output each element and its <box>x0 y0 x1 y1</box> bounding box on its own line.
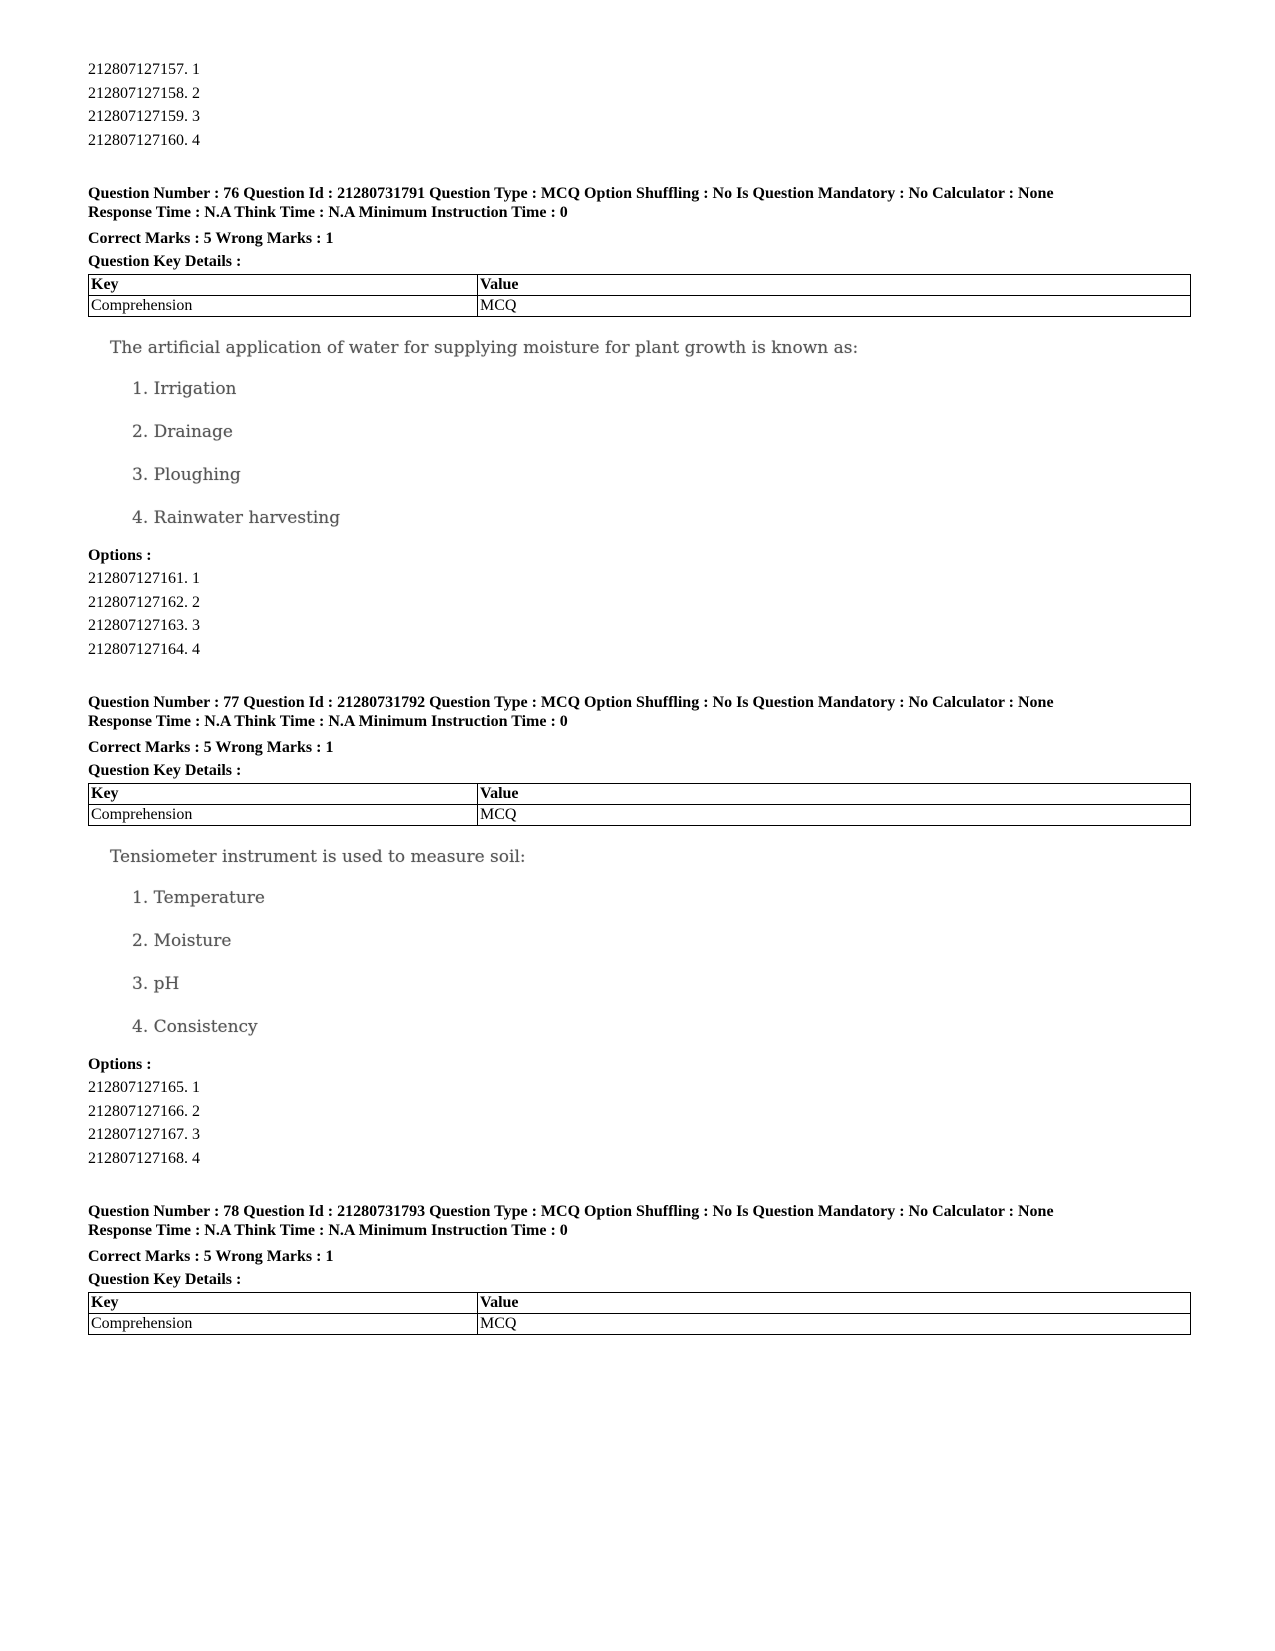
option-line: 212807127168. 4 <box>88 1149 200 1167</box>
table-header-value: Value <box>478 1293 1191 1314</box>
marks-line: Correct Marks : 5 Wrong Marks : 1 <box>88 230 334 247</box>
marks-line: Correct Marks : 5 Wrong Marks : 1 <box>88 739 334 756</box>
question-header-line1: Question Number : 77 Question Id : 21280731792 Question Type : MCQ Option Shuffling : No Is Question Mandatory : No Calculator : None <box>88 694 1054 711</box>
table-header-value: Value <box>478 275 1191 296</box>
table-cell-key: Comprehension <box>89 805 478 826</box>
question-header-line2: Response Time : N.A Think Time : N.A Minimum Instruction Time : 0 <box>88 204 568 221</box>
previous-options-list <box>88 58 1188 152</box>
options-label: Options : <box>88 547 152 564</box>
table-header-key: Key <box>89 275 478 296</box>
question-block-77 <box>88 693 1188 1170</box>
option-line: 212807127162. 2 <box>88 593 200 611</box>
table-cell-value: MCQ <box>478 296 1191 317</box>
key-details-table <box>88 1292 1191 1335</box>
key-details-label: Question Key Details : <box>88 1271 242 1288</box>
option-line: 212807127166. 2 <box>88 1102 200 1120</box>
table-cell-key: Comprehension <box>89 1314 478 1335</box>
table-header-row <box>89 784 1191 805</box>
question-block-78 <box>88 1202 1188 1335</box>
option-line: 212807127157. 1 <box>88 61 200 78</box>
question-content-image <box>88 826 1188 1039</box>
key-details-label: Question Key Details : <box>88 253 242 270</box>
option-line: 212807127159. 3 <box>88 108 200 125</box>
table-cell-key: Comprehension <box>89 296 478 317</box>
table-cell-value: MCQ <box>478 1314 1191 1335</box>
question-header-line1: Question Number : 78 Question Id : 21280731793 Question Type : MCQ Option Shuffling : No Is Question Mandatory : No Calculator : None <box>88 1203 1054 1220</box>
key-details-table <box>88 783 1191 826</box>
question-content-image <box>88 317 1188 530</box>
option-line: 212807127158. 2 <box>88 84 200 102</box>
question-block-76 <box>88 184 1188 661</box>
table-row <box>89 805 1191 826</box>
answer-choice: 4. Rainwater harvesting <box>132 508 341 528</box>
answer-choice: 4. Consistency <box>132 1017 258 1037</box>
table-header-key: Key <box>89 1293 478 1314</box>
question-header-line2: Response Time : N.A Think Time : N.A Minimum Instruction Time : 0 <box>88 713 568 730</box>
question-stem: The artificial application of water for supplying moisture for plant growth is known as: <box>110 338 859 358</box>
answer-choice: 3. Ploughing <box>132 465 241 485</box>
option-line: 212807127160. 4 <box>88 131 200 149</box>
options-label: Options : <box>88 1056 152 1073</box>
question-header-line2: Response Time : N.A Think Time : N.A Minimum Instruction Time : 0 <box>88 1222 568 1239</box>
table-row <box>89 296 1191 317</box>
question-stem: Tensiometer instrument is used to measure soil: <box>110 847 526 867</box>
table-cell-value: MCQ <box>478 805 1191 826</box>
table-header-key: Key <box>89 784 478 805</box>
table-header-row <box>89 275 1191 296</box>
table-header-value: Value <box>478 784 1191 805</box>
table-header-row <box>89 1293 1191 1314</box>
marks-line: Correct Marks : 5 Wrong Marks : 1 <box>88 1248 334 1265</box>
option-line: 212807127164. 4 <box>88 640 200 658</box>
answer-choice: 1. Temperature <box>132 888 265 908</box>
key-details-label: Question Key Details : <box>88 762 242 779</box>
option-line: 212807127161. 1 <box>88 570 200 587</box>
option-line: 212807127167. 3 <box>88 1126 200 1143</box>
table-row <box>89 1314 1191 1335</box>
question-header-line1: Question Number : 76 Question Id : 21280731791 Question Type : MCQ Option Shuffling : No Is Question Mandatory : No Calculator : None <box>88 185 1054 202</box>
answer-choice: 2. Drainage <box>132 422 233 442</box>
answer-choice: 1. Irrigation <box>132 379 237 399</box>
option-line: 212807127165. 1 <box>88 1079 200 1096</box>
key-details-table <box>88 274 1191 317</box>
answer-choice: 3. pH <box>132 974 180 994</box>
option-line: 212807127163. 3 <box>88 617 200 634</box>
answer-choice: 2. Moisture <box>132 931 232 951</box>
